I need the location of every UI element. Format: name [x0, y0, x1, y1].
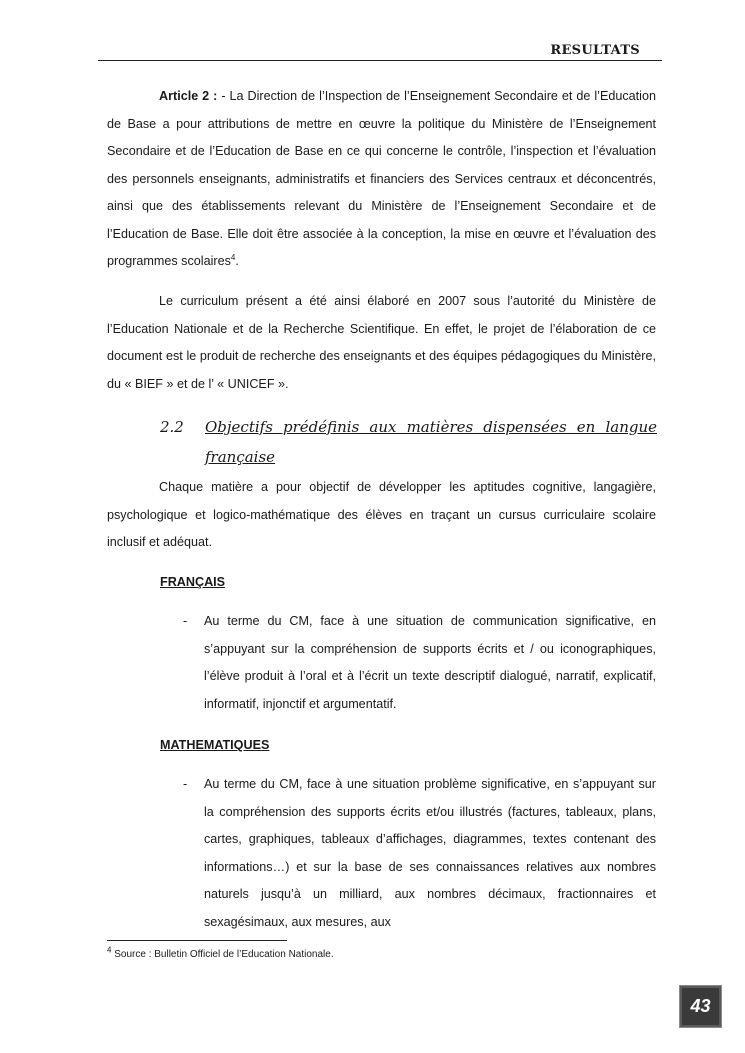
footnote-number: 4 — [107, 945, 112, 955]
article-text: - La Direction de l’Inspection de l’Enseignement Secondaire et de l’Education de Base a pour attributions de mettre en œuvre la politique du Ministère de l’Enseignement Secondaire et de l’Education de Base en ce qui concerne le contrôle, l’inspection et l’évaluation des personnels enseignants, administratifs et financiers des Services centraux et déconcentrés, ainsi que des établissements relevant du Ministère de l’Enseignement Secondaire et de l’Education de Base. Elle doit être associée à la conception, la mise en œuvre et l’évaluation des programmes scolaires — [107, 89, 656, 268]
section-title: Objectifs prédéfinis aux matières dispensées en langue française — [205, 418, 657, 466]
footnote-text: Source : Bulletin Officiel de l’Education Nationale. — [111, 949, 334, 960]
footnote — [107, 945, 667, 962]
francais-objective-text: Au terme du CM, face à une situation de communication significative, en s’appuyant sur la compréhension de supports écrits et / ou iconographiques, l’élève produit à l’oral et à l’écrit un texte descriptif dialogué, narratif, explicatif, informatif, injonctif et argumentatif. — [204, 614, 656, 711]
footnote-reference: 4 — [230, 252, 236, 262]
objectives-paragraph: Chaque matière a pour objectif de développer les aptitudes cognitive, langagière, psychologique et logico-mathématique des élèves en traçant un cursus curriculaire scolaire inclusif et adéquat. — [107, 480, 656, 549]
subject-heading-francais: FRANÇAIS — [160, 575, 226, 589]
page-number-box — [679, 985, 722, 1028]
footnote-separator — [107, 940, 287, 941]
page-number: 43 — [690, 996, 711, 1016]
subject-heading-mathematiques: MATHEMATIQUES — [160, 738, 270, 752]
bullet-dash: - — [183, 614, 188, 628]
article-end: . — [235, 254, 239, 268]
running-header: RESULTATS — [98, 43, 662, 61]
mathematiques-objective-text: Au terme du CM, face à une situation problème significative, en s’appuyant sur la compréhension des supports écrits et/ou illustrés (factures, tableaux, plans, cartes, graphiques, tableaux d’affichages, diagrammes, textes contenant des informations…) et sur la base de ses connaissances relatives aux nombres naturels jusqu’à un milliard, aux nombres décimaux, fractionnaires et sexagésimaux, aux mesures, aux — [204, 777, 656, 929]
section-number: 2.2 — [160, 418, 184, 436]
article-label: Article 2 : — [159, 89, 218, 103]
article-paragraph — [107, 83, 656, 276]
curriculum-paragraph: Le curriculum présent a été ainsi élaboré en 2007 sous l’autorité du Ministère de l’Education Nationale et de la Recherche Scientifique. En effet, le projet de l’élaboration de ce document est le produit de recherche des enseignants et des équipes pédagogiques du Ministère, du « BIEF » et de l’ « UNICEF ». — [107, 294, 656, 391]
bullet-dash: - — [183, 777, 188, 791]
